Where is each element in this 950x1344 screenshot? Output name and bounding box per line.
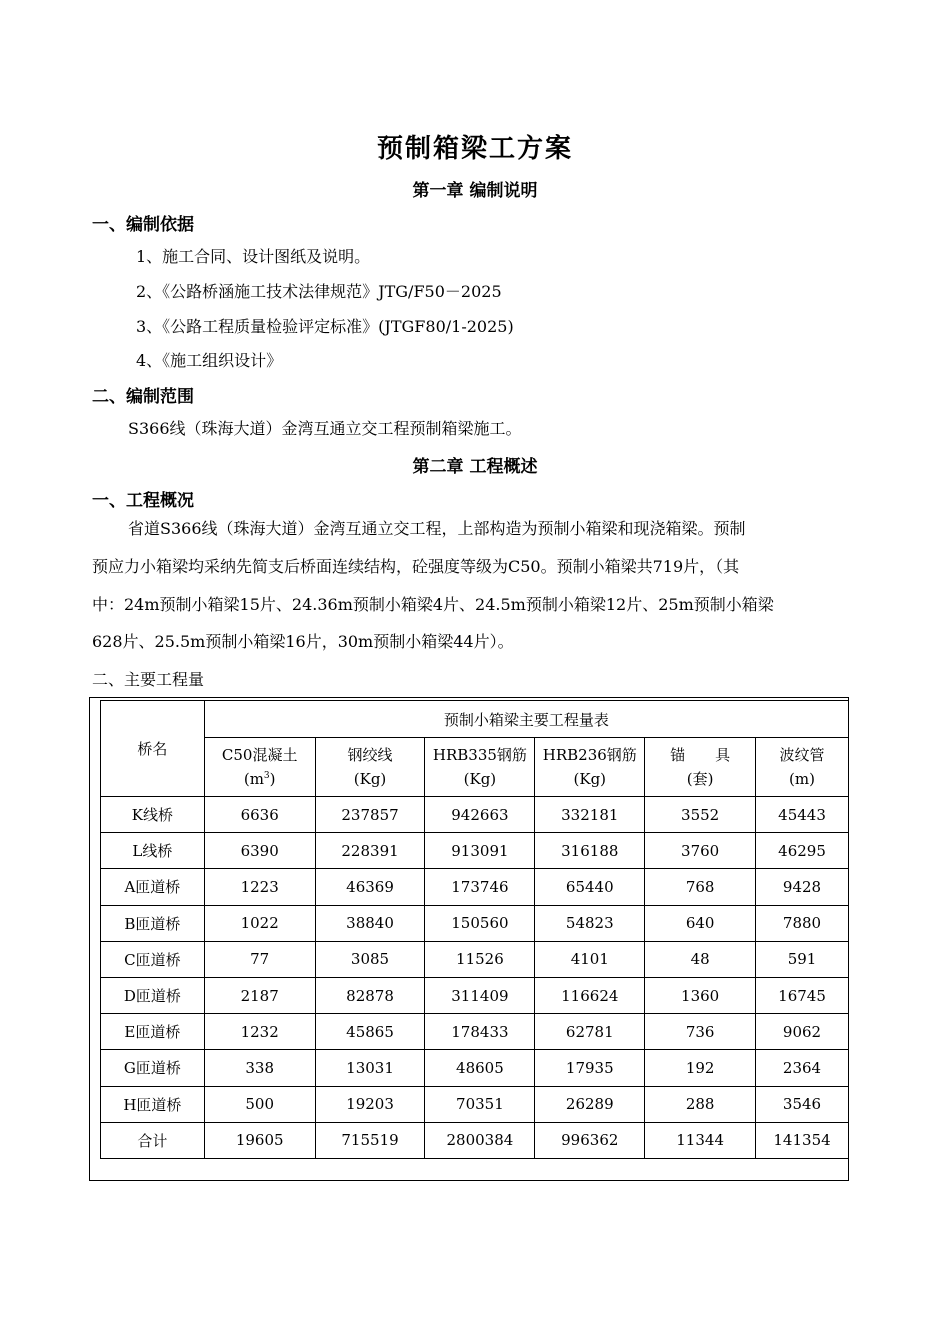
- quantity-cell: 3760: [645, 833, 756, 869]
- table-row: [101, 941, 849, 977]
- quantity-cell: 288: [645, 1086, 756, 1122]
- section-overview-heading: 一、工程概况: [92, 491, 194, 511]
- quantity-cell: 736: [645, 1014, 756, 1050]
- quantity-cell: 3546: [756, 1086, 849, 1122]
- column-name: 钢绞线: [347, 746, 393, 764]
- quantity-cell: 16745: [756, 977, 849, 1013]
- column-unit: (Kg): [463, 770, 497, 788]
- table-row: [101, 1086, 849, 1122]
- quantity-cell: 338: [204, 1050, 315, 1086]
- quantity-cell: 17935: [535, 1050, 645, 1086]
- basis-item-4: 4、《施工组织设计》: [136, 351, 283, 370]
- quantity-cell: 11526: [425, 941, 535, 977]
- quantity-cell: 77: [204, 941, 315, 977]
- table-row: [101, 869, 849, 905]
- overview-line-1: 省道S366线（珠海大道）金湾互通立交工程，上部构造为预制小箱梁和现浇箱梁。预制: [128, 519, 746, 538]
- bridge-name-cell: L线桥: [101, 833, 205, 869]
- quantity-cell: 192: [645, 1050, 756, 1086]
- column-header: [756, 738, 849, 797]
- scope-text: S366线（珠海大道）金湾互通立交工程预制箱梁施工。: [128, 419, 522, 438]
- column-unit: (套): [686, 770, 714, 788]
- quantity-cell: 640: [645, 905, 756, 941]
- basis-item-2: 2、《公路桥涵施工技术法律规范》JTG/F50－2025: [136, 282, 502, 301]
- quantity-cell: 48605: [425, 1050, 535, 1086]
- quantity-cell: 45865: [315, 1014, 425, 1050]
- bridge-name-cell: E匝道桥: [101, 1014, 205, 1050]
- quantity-cell: 2364: [756, 1050, 849, 1086]
- bridge-name-cell: C匝道桥: [101, 941, 205, 977]
- column-header: [425, 738, 535, 797]
- quantity-cell: 7880: [756, 905, 849, 941]
- quantity-cell: 116624: [535, 977, 645, 1013]
- bridge-name-cell: B匝道桥: [101, 905, 205, 941]
- column-name: 波纹管: [779, 746, 825, 764]
- bridge-name-cell: K线桥: [101, 797, 205, 833]
- document-title: 预制箱梁工方案: [376, 134, 573, 164]
- quantity-cell: 82878: [315, 977, 425, 1013]
- column-name: C50混凝土: [221, 746, 298, 764]
- column-name: 锚 具: [670, 746, 731, 764]
- section-quantities-heading: 二、主要工程量: [92, 670, 205, 689]
- quantity-cell: 2800384: [425, 1122, 535, 1158]
- quantity-cell: 316188: [535, 833, 645, 869]
- quantity-cell: 332181: [535, 797, 645, 833]
- column-unit: (m): [789, 770, 815, 788]
- table-row: [101, 905, 849, 941]
- quantity-cell: 2187: [204, 977, 315, 1013]
- quantity-cell: 6390: [204, 833, 315, 869]
- quantity-cell: 26289: [535, 1086, 645, 1122]
- quantity-cell: 70351: [425, 1086, 535, 1122]
- table-caption: 预制小箱梁主要工程量表: [204, 701, 848, 738]
- column-unit: $(m^3)$: [243, 770, 276, 788]
- basis-item-3: 3、《公路工程质量检验评定标准》(JTGF80/1-2025): [136, 317, 514, 336]
- column-header: [645, 738, 756, 797]
- quantity-cell: 1022: [204, 905, 315, 941]
- quantity-cell: 19203: [315, 1086, 425, 1122]
- quantity-cell: 141354: [756, 1122, 849, 1158]
- quantity-cell: 19605: [204, 1122, 315, 1158]
- table-row: [101, 1050, 849, 1086]
- overview-line-2: 预应力小箱梁均采纳先简支后桥面连续结构，砼强度等级为C50。预制小箱梁共719片，（其: [92, 557, 740, 576]
- quantity-cell: 768: [645, 869, 756, 905]
- quantity-cell: 46295: [756, 833, 849, 869]
- quantity-cell: 591: [756, 941, 849, 977]
- quantity-cell: 942663: [425, 797, 535, 833]
- table-row: [101, 977, 849, 1013]
- quantities-table: [100, 700, 849, 1159]
- quantity-cell: 13031: [315, 1050, 425, 1086]
- quantity-cell: 11344: [645, 1122, 756, 1158]
- column-name: HRB236钢筋: [542, 746, 637, 764]
- quantity-cell: 9062: [756, 1014, 849, 1050]
- quantity-cell: 3552: [645, 797, 756, 833]
- quantity-cell: 913091: [425, 833, 535, 869]
- basis-item-1: 1、施工合同、设计图纸及说明。: [136, 247, 371, 266]
- quantity-cell: 1223: [204, 869, 315, 905]
- quantity-cell: 6636: [204, 797, 315, 833]
- chapter-2-heading: 第二章 工程概述: [412, 457, 538, 477]
- column-header: [204, 738, 315, 797]
- bridge-name-cell: A匝道桥: [101, 869, 205, 905]
- quantity-cell: 48: [645, 941, 756, 977]
- column-unit: (Kg): [573, 770, 607, 788]
- quantity-cell: 9428: [756, 869, 849, 905]
- quantity-cell: 500: [204, 1086, 315, 1122]
- column-name: HRB335钢筋: [432, 746, 527, 764]
- quantity-cell: 178433: [425, 1014, 535, 1050]
- table-row: [101, 797, 849, 833]
- quantity-cell: 173746: [425, 869, 535, 905]
- total-row: [101, 1122, 849, 1158]
- chapter-1-heading: 第一章 编制说明: [412, 181, 538, 201]
- quantities-table-frame: [89, 697, 849, 1181]
- quantity-cell: 150560: [425, 905, 535, 941]
- overview-line-4: 628片、25.5m预制小箱梁16片，30m预制小箱梁44片）。: [92, 632, 514, 651]
- column-header: [535, 738, 645, 797]
- bridge-name-cell: G匝道桥: [101, 1050, 205, 1086]
- bridge-name-header: 桥名: [101, 701, 205, 797]
- table-row: [101, 833, 849, 869]
- quantity-cell: 3085: [315, 941, 425, 977]
- quantity-cell: 237857: [315, 797, 425, 833]
- quantity-cell: 38840: [315, 905, 425, 941]
- quantity-cell: 46369: [315, 869, 425, 905]
- column-unit: (Kg): [353, 770, 387, 788]
- quantity-cell: 1360: [645, 977, 756, 1013]
- quantity-cell: 311409: [425, 977, 535, 1013]
- table-row: [101, 1014, 849, 1050]
- bridge-name-cell: 合计: [101, 1122, 205, 1158]
- quantity-cell: 996362: [535, 1122, 645, 1158]
- overview-line-3: 中：24m预制小箱梁15片、24.36m预制小箱梁4片、24.5m预制小箱梁12片、25m预制小箱梁: [92, 595, 774, 614]
- quantity-cell: 4101: [535, 941, 645, 977]
- quantity-cell: 228391: [315, 833, 425, 869]
- quantity-cell: 62781: [535, 1014, 645, 1050]
- quantity-cell: 45443: [756, 797, 849, 833]
- quantity-cell: 65440: [535, 869, 645, 905]
- bridge-name-cell: H匝道桥: [101, 1086, 205, 1122]
- column-header: [315, 738, 425, 797]
- quantity-cell: 715519: [315, 1122, 425, 1158]
- bridge-name-cell: D匝道桥: [101, 977, 205, 1013]
- quantity-cell: 54823: [535, 905, 645, 941]
- section-scope-heading: 二、编制范围: [92, 387, 194, 407]
- quantity-cell: 1232: [204, 1014, 315, 1050]
- section-basis-heading: 一、编制依据: [92, 215, 194, 235]
